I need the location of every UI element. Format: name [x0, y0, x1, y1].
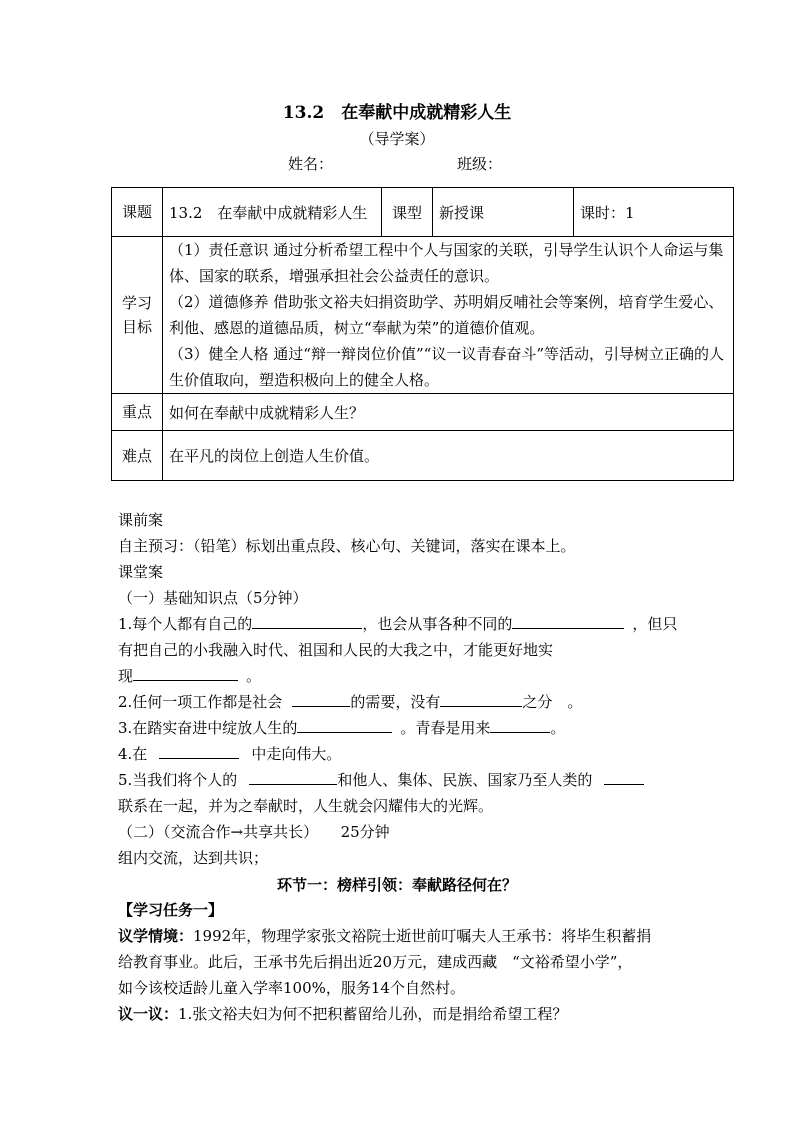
hours-value: 课时：1 — [574, 188, 734, 237]
difficult-value: 在平凡的岗位上创造人生价值。 — [163, 431, 734, 481]
question-4: 4.在 中走向伟大。 — [118, 745, 342, 763]
goals-label-line2: 目标 — [121, 318, 152, 336]
goals-label — [112, 237, 163, 394]
question-1-end: 现 。 — [118, 667, 262, 685]
pre-class-heading: 课前案 — [118, 511, 164, 529]
blank[interactable] — [604, 770, 644, 785]
topic-row — [112, 188, 734, 237]
situation-line-2: 给教育事业。此后，王承书先后捐出近20万元，建成西藏 “文裕希望小学”， — [118, 953, 633, 971]
situation-line-1: 议学情境：1992年，物理学家张文裕院士逝世前叮嘱夫人王承书：将毕生积蓄捐 — [118, 927, 652, 945]
self-preview: 自主预习：（铅笔）标划出重点段、核心句、关键词，落实在课本上。 — [118, 537, 576, 555]
difficult-label: 难点 — [112, 431, 163, 481]
section-title: 环节一：榜样引领：奉献路径何在？ — [276, 876, 517, 894]
page-title: 13.2 在奉献中成就精彩人生 — [282, 103, 512, 123]
goals-row — [112, 237, 734, 394]
question-5-cont: 联系在一起，并为之奉献时，人生就会闪耀伟大的光辉。 — [118, 797, 494, 815]
in-class-heading: 课堂案 — [118, 563, 164, 581]
question-1: 1.每个人都有自己的 ，也会从事各种不同的 ，但只 — [118, 615, 678, 633]
part2-heading: （二）（交流合作→共享共长） 25分钟 — [118, 823, 390, 841]
goal-item: （3）健全人格 通过“辩一辩岗位价值”“议一议青春奋斗”等活动，引导树立正确的人生价值取向，塑造积极向上的健全人格。 — [169, 345, 724, 389]
key-label: 重点 — [112, 394, 163, 431]
blank[interactable] — [133, 666, 238, 681]
page-subtitle: （导学案） — [359, 130, 435, 148]
key-row — [112, 394, 734, 431]
topic-value: 13.2 在奉献中成就精彩人生 — [163, 188, 382, 237]
question-2: 2.任何一项工作都是社会 的需要，没有 之分 。 — [118, 693, 583, 711]
goal-item: （1）责任意识 通过分析希望工程中个人与国家的关联，引导学生认识个人命运与集体、国家的联系，增强承担社会公益责任的意识。 — [169, 241, 724, 285]
class-label: 班级： — [457, 155, 503, 173]
group-instruction: 组内交流，达到共识； — [118, 849, 269, 867]
situation-line-3: 如今该校适龄儿童入学率100%，服务14个自然村。 — [118, 979, 465, 997]
topic-label: 课题 — [112, 188, 163, 237]
part1-heading: （一）基础知识点（5分钟） — [118, 589, 308, 607]
type-label: 课型 — [382, 188, 433, 237]
goal-item: （2）道德修养 借助张文裕夫妇捐资助学、苏明娟反哺社会等案例，培育学生爱心、利他、感恩的道德品质，树立“奉献为荣”的道德价值观。 — [169, 293, 724, 337]
name-label: 姓名： — [288, 155, 334, 173]
question-5: 5.当我们将个人的 和他人、集体、民族、国家乃至人类的 — [118, 769, 644, 790]
question-3: 3.在踏实奋进中绽放人生的 。青春是用来 。 — [118, 719, 566, 737]
type-value: 新授课 — [433, 188, 574, 237]
goals-content — [163, 237, 734, 394]
blank[interactable] — [297, 718, 392, 733]
blank[interactable] — [292, 692, 350, 707]
discuss-question: 议一议：1.张文裕夫妇为何不把积蓄留给儿孙，而是捐给希望工程？ — [118, 1005, 568, 1023]
goals-label-line1: 学习 — [121, 294, 152, 312]
key-value: 如何在奉献中成就精彩人生？ — [163, 394, 734, 431]
blank[interactable] — [512, 614, 624, 629]
difficult-row — [112, 431, 734, 481]
blank[interactable] — [249, 770, 337, 785]
task-heading: 【学习任务一】 — [118, 901, 224, 919]
question-1-cont: 有把自己的小我融入时代、祖国和人民的大我之中，才能更好地实 — [118, 641, 554, 659]
blank[interactable] — [252, 614, 362, 629]
blank[interactable] — [440, 692, 522, 707]
blank[interactable] — [159, 744, 239, 759]
lesson-info-table — [111, 187, 734, 481]
blank[interactable] — [490, 718, 550, 733]
